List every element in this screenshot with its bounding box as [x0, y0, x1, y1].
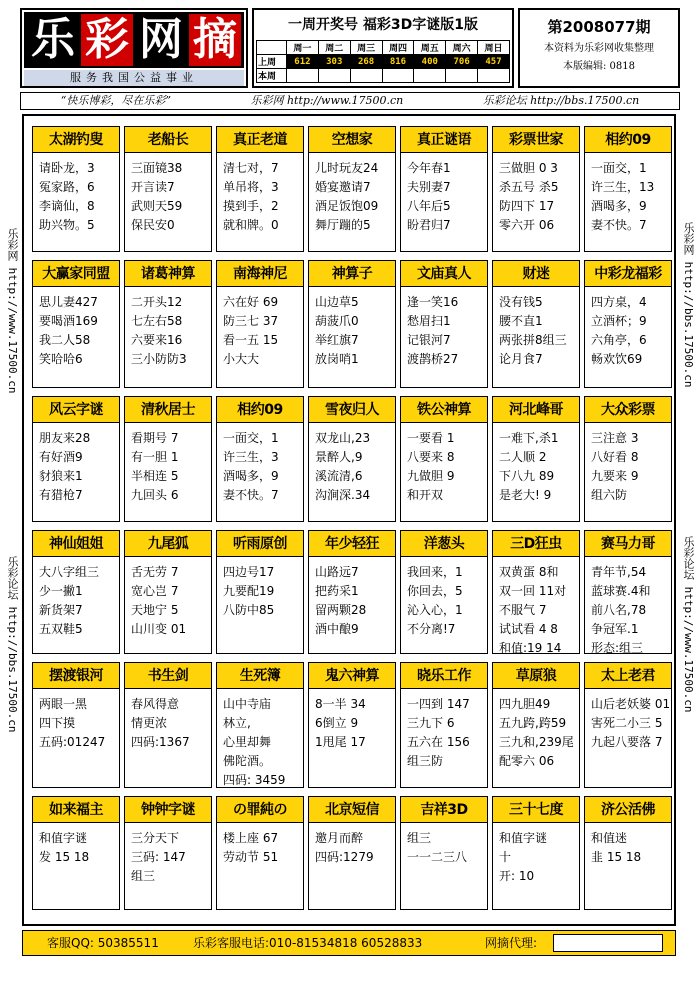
riddle-card-text: 一要看 1 八要来 8 九做胆 9 和开双 [407, 431, 455, 502]
riddle-card-text: 今年春1 夫别妻7 八年后5 盼君归7 [407, 161, 451, 232]
weekly-draw-table [256, 40, 510, 83]
editor-note: 本版编辑: 0818 [563, 61, 635, 72]
agent-label: 网摘代理: [485, 936, 538, 950]
riddle-card [308, 796, 396, 910]
riddle-card-title: 河北峰哥 [493, 397, 579, 423]
forum-link[interactable]: 乐彩论坛 http://bbs.17500.cn [482, 94, 640, 107]
riddle-card-text: 和值字谜 十 开: 10 [499, 831, 548, 883]
riddle-card-text: 请卧龙，3 冤家路，6 李谪仙，8 助兴物。5 [39, 161, 95, 232]
riddle-card [32, 530, 120, 654]
table-cell [350, 69, 382, 83]
day-header: 周日 [478, 41, 510, 55]
riddle-card-text: 舌无劳 7 宽心岂 7 天地宁 5 山川变 01 [131, 565, 187, 636]
logo-char: 摘 [189, 14, 241, 66]
riddle-card-title: 神仙姐姐 [33, 531, 119, 557]
riddle-card [216, 260, 304, 388]
table-cell [382, 69, 414, 83]
riddle-card-title: の罪純の [217, 797, 303, 823]
riddle-card [124, 796, 212, 910]
riddle-card [400, 126, 488, 252]
riddle-card-text: 一四到 147 三九下 6 五六在 156 组三防 [407, 697, 470, 768]
draw-number: 706 [446, 55, 478, 69]
side-text-left-top: 乐彩网 http://www.17500.cn [6, 228, 19, 394]
riddle-card-text: 山中寺庙 林立, 心里却舞 佛陀酒。 四码: 3459 [223, 697, 286, 787]
riddle-card [584, 126, 672, 252]
riddle-card-title: 财迷 [493, 261, 579, 287]
table-row [257, 69, 510, 83]
day-header: 周六 [446, 41, 478, 55]
motto-slogan: “快乐博彩，尽在乐彩” [60, 94, 171, 107]
riddle-card-title: 听雨原创 [217, 531, 303, 557]
riddle-card-text: 四边号17 九要配19 八防中85 [223, 565, 275, 617]
table-cell [446, 69, 478, 83]
riddle-card [584, 662, 672, 788]
riddle-card [492, 126, 580, 252]
riddle-card-text: 四方桌，4 立酒杯；9 六角亭，6 畅欢饮69 [591, 295, 647, 366]
riddle-card-title: 北京短信 [309, 797, 395, 823]
draw-number: 303 [318, 55, 350, 69]
draw-number: 457 [478, 55, 510, 69]
table-row [257, 41, 510, 55]
riddle-card [400, 396, 488, 522]
riddle-card-text: 邀月而醉 四码:1279 [315, 831, 374, 864]
table-cell [257, 41, 287, 55]
logo-box [20, 8, 248, 88]
riddle-card [584, 530, 672, 654]
riddle-card-text: 看期号 7 有一胆 1 半相连 5 九回头 6 [131, 431, 179, 502]
riddle-card-title: 彩票世家 [493, 127, 579, 153]
riddle-card-text: 没有钱5 腰不直1 两张拼8组三 论月食7 [499, 295, 567, 366]
riddle-card [32, 260, 120, 388]
riddle-card [584, 796, 672, 910]
row-label-this-week: 本周 [257, 69, 287, 83]
riddle-card [216, 662, 304, 788]
period-number: 第2008077期 [547, 18, 651, 36]
riddle-card-title: 文庙真人 [401, 261, 487, 287]
riddle-card-title: 大众彩票 [585, 397, 671, 423]
riddle-card [400, 796, 488, 910]
riddle-card-title: 赛马力哥 [585, 531, 671, 557]
riddle-card-title: 生死簿 [217, 663, 303, 689]
riddle-card [308, 260, 396, 388]
riddle-card-text: 一难下,杀1 二人顺 2 下八九 89 是老大! 9 [499, 431, 559, 502]
riddle-card-text: 双黄蛋 8和 双一回 11对 不服气 7 试试看 4 8 和值:19 14 [499, 565, 567, 655]
riddle-card-title: 老船长 [125, 127, 211, 153]
riddle-card-text: 三注意 3 八好看 8 九要来 9 组六防 [591, 431, 639, 502]
day-header: 周四 [382, 41, 414, 55]
riddle-card [492, 530, 580, 654]
riddle-card-text: 三分天下 三码: 147 组三 [131, 831, 186, 883]
riddle-card-title: 三十七度 [493, 797, 579, 823]
riddle-card-title: 济公活佛 [585, 797, 671, 823]
riddle-card-title: 晓乐工作 [401, 663, 487, 689]
riddle-card-title: 草原狼 [493, 663, 579, 689]
riddle-card-text: 大八字组三 少一撇1 新货架7 五双鞋5 [39, 565, 100, 636]
riddle-card-title: 九尾狐 [125, 531, 211, 557]
riddle-card [124, 260, 212, 388]
riddle-card-text: 一面交，1 许三生，13 酒喝多，9 妻不快。7 [591, 161, 655, 232]
riddle-card [32, 396, 120, 522]
riddle-card-text: 山路远7 把药采1 留两颗28 酒中酿9 [315, 565, 367, 636]
riddle-card [584, 396, 672, 522]
riddle-card-title: 南海神尼 [217, 261, 303, 287]
riddle-card [308, 396, 396, 522]
logo [24, 12, 244, 68]
riddle-card-title: 真正老道 [217, 127, 303, 153]
riddle-card-title: 真正谜语 [401, 127, 487, 153]
day-header: 周五 [414, 41, 446, 55]
riddle-card-text: 朋友来28 有好酒9 豺狼来1 有猎枪7 [39, 431, 91, 502]
riddle-card-text: 组三 一一二三八 [407, 831, 468, 864]
slogan: 服务我国公益事业 [24, 70, 244, 86]
riddle-card [216, 126, 304, 252]
riddle-card-text: 儿时玩友24 婚宴邀请7 酒足饭饱09 舞厅蹦的5 [315, 161, 379, 232]
riddle-card [308, 530, 396, 654]
riddle-card-title: 空想家 [309, 127, 395, 153]
riddle-card [308, 662, 396, 788]
riddle-card-title: 雪夜归人 [309, 397, 395, 423]
riddle-card [124, 662, 212, 788]
period-box [518, 8, 680, 88]
riddle-card-title: 清秋居士 [125, 397, 211, 423]
riddle-card-text: 二开头12 七左右58 六要来16 三小防防3 [131, 295, 187, 366]
footer-bar [22, 930, 676, 956]
riddle-card-title: 钟钟字谜 [125, 797, 211, 823]
riddle-card-title: 如来福主 [33, 797, 119, 823]
riddle-card-title: 铁公神算 [401, 397, 487, 423]
day-header: 周二 [318, 41, 350, 55]
riddle-card-title: 太湖钓叟 [33, 127, 119, 153]
riddle-card [400, 662, 488, 788]
riddle-card-text: 六在好 69 防三七 37 看一五 15 小大大 [223, 295, 279, 366]
riddle-card-title: 相约09 [585, 127, 671, 153]
logo-char: 彩 [81, 14, 133, 66]
riddle-card [32, 796, 120, 910]
riddle-card-text: 逢一笑16 愁眉扫1 记银河7 渡鹊桥27 [407, 295, 459, 366]
day-header: 周一 [287, 41, 319, 55]
riddle-card-text: 楼上座 67 劳动节 51 [223, 831, 279, 864]
riddle-card-title: 年少轻狂 [309, 531, 395, 557]
collect-note: 本资料为乐彩网收集整理 [544, 43, 654, 54]
riddle-card-title: 三D狂虫 [493, 531, 579, 557]
riddle-card-text: 思儿妻427 要喝酒169 我二人58 笑哈哈6 [39, 295, 98, 366]
day-header: 周三 [350, 41, 382, 55]
riddle-card-text: 双龙山,23 景醉人,9 溪流清,6 沟涧深.34 [315, 431, 371, 502]
riddle-card-title: 风云字谜 [33, 397, 119, 423]
issue-title: 一周开奖号 福彩3D字谜版1版 [288, 17, 478, 33]
side-text-right-top: 乐彩网 http://bbs.17500.cn [682, 222, 695, 388]
riddle-card [400, 530, 488, 654]
service-qq: 客服QQ: 50385511 [47, 936, 159, 950]
riddle-grid [22, 114, 676, 926]
riddle-card-text: 和值字谜 发 15 18 [39, 831, 90, 864]
riddle-card [216, 530, 304, 654]
riddle-card-title: 大赢家同盟 [33, 261, 119, 287]
draw-number: 400 [414, 55, 446, 69]
service-phone: 乐彩客服电话:010-81534818 60528833 [193, 936, 423, 950]
riddle-card-text: 山后老妖婆 01 害死二小三 5 九起八要落 7 [591, 697, 671, 749]
riddle-card-title: 中彩龙福彩 [585, 261, 671, 287]
agent-input-box [553, 934, 663, 952]
riddle-card-text: 春风得意 情更浓 四码:1367 [131, 697, 190, 749]
riddle-card [492, 662, 580, 788]
riddle-card [400, 260, 488, 388]
riddle-card [124, 126, 212, 252]
riddle-card-text: 青年节,54 蓝球赛.4和 前八名,78 争冠军.1 形态:组三 [591, 565, 651, 655]
riddle-card-text: 清七对，7 单吊将，3 摸到手，2 就和牌。0 [223, 161, 279, 232]
riddle-card [492, 796, 580, 910]
site-link[interactable]: 乐彩网 http://www.17500.cn [250, 94, 404, 107]
riddle-card-text: 三做胆 0 3 杀五号 杀5 防四下 17 零六开 06 [499, 161, 559, 232]
riddle-card [32, 126, 120, 252]
riddle-card-text: 一面交，1 许三生，3 酒喝多，9 妻不快。7 [223, 431, 279, 502]
riddle-card-title: 相约09 [217, 397, 303, 423]
riddle-card-text: 山边草5 葫菠爪0 举红旗7 放岗哨1 [315, 295, 359, 366]
draw-results-box [252, 8, 514, 88]
side-text-left-bottom: 乐彩论坛 http://bbs.17500.cn [6, 556, 19, 733]
riddle-card-text: 8一半 34 6倒立 9 1甩尾 17 [315, 697, 366, 749]
riddle-card-title: 神算子 [309, 261, 395, 287]
side-text-right-bottom: 乐彩论坛 http://www.17500.cn [682, 536, 695, 713]
riddle-card-title: 鬼六神算 [309, 663, 395, 689]
riddle-card-text: 我回来，1 你回去，5 沁入心，1 不分离!7 [407, 565, 463, 636]
riddle-card [492, 396, 580, 522]
riddle-card [32, 662, 120, 788]
draw-number: 816 [382, 55, 414, 69]
riddle-card-title: 吉祥3D [401, 797, 487, 823]
table-cell [414, 69, 446, 83]
riddle-card [124, 530, 212, 654]
riddle-card-title: 诸葛神算 [125, 261, 211, 287]
table-row [257, 55, 510, 69]
riddle-card [584, 260, 672, 388]
riddle-card-text: 四九胆49 五九跨,跨59 三九和,239尾 配零六 06 [499, 697, 574, 768]
riddle-card-title: 洋葱头 [401, 531, 487, 557]
table-cell [478, 69, 510, 83]
riddle-card-text: 两眼一黑 四下摸 五码:01247 [39, 697, 106, 749]
riddle-card-text: 三面镜38 开言读7 武则天59 保民安0 [131, 161, 183, 232]
riddle-card-title: 摆渡银河 [33, 663, 119, 689]
riddle-card [124, 396, 212, 522]
draw-number: 268 [350, 55, 382, 69]
riddle-card [216, 396, 304, 522]
motto-bar [20, 92, 680, 110]
riddle-card [216, 796, 304, 910]
riddle-card [492, 260, 580, 388]
row-label-last-week: 上周 [257, 55, 287, 69]
logo-char: 网 [135, 14, 187, 66]
riddle-card-title: 太上老君 [585, 663, 671, 689]
riddle-card [308, 126, 396, 252]
logo-char: 乐 [27, 14, 79, 66]
table-cell [318, 69, 350, 83]
draw-number: 612 [287, 55, 319, 69]
riddle-card-title: 书生剑 [125, 663, 211, 689]
page-header [20, 8, 680, 88]
riddle-card-text: 和值迷 韭 15 18 [591, 831, 642, 864]
table-cell [287, 69, 319, 83]
